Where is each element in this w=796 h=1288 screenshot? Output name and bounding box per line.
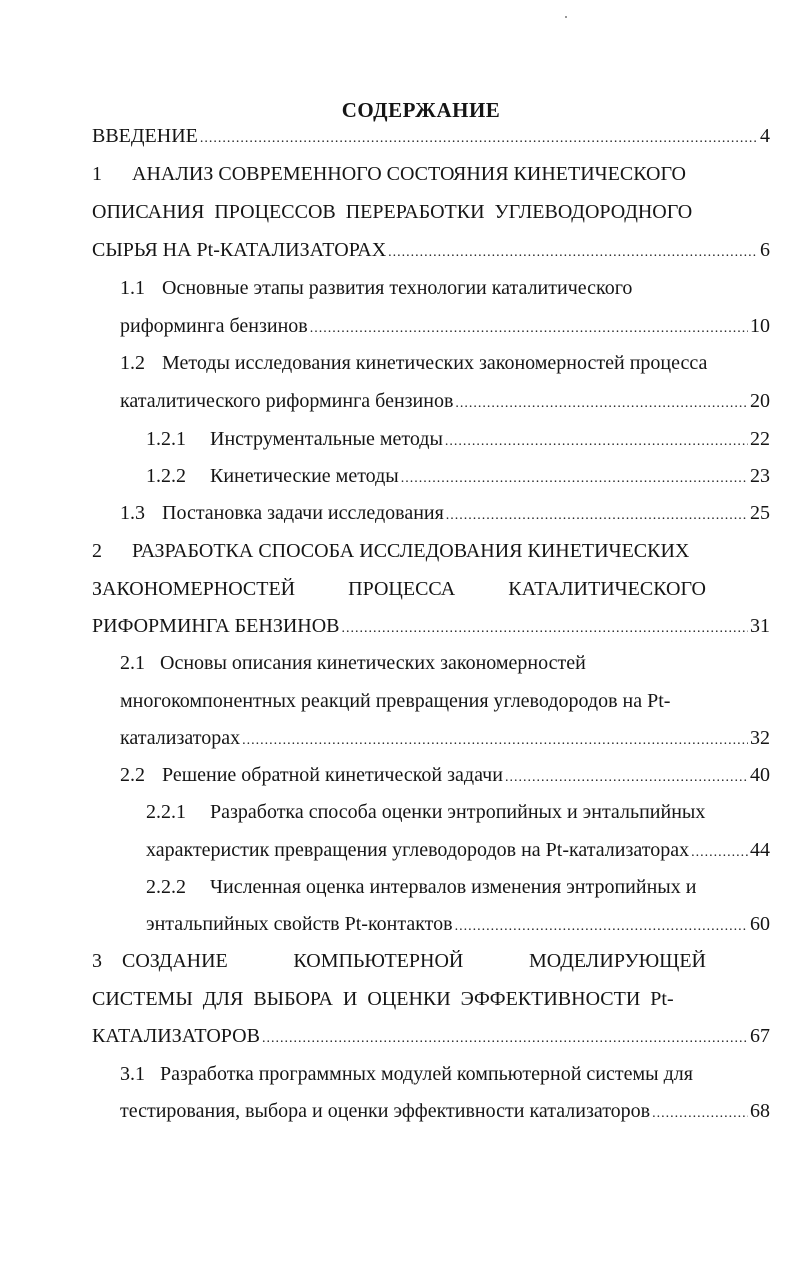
- toc-entry-1-line2: ОПИСАНИЯ ПРОЦЕССОВ ПЕРЕРАБОТКИ УГЛЕВОДОРОДНОГО: [92, 201, 693, 223]
- toc-page-number: 22: [750, 428, 770, 450]
- toc-entry-text: Разработка способа оценки энтропийных и энтальпийных: [210, 801, 706, 823]
- toc-entry-1-2-line1[interactable]: [120, 351, 707, 375]
- toc-entry-1-1-line1[interactable]: [120, 276, 632, 300]
- toc-word: СОЗДАНИЕ: [122, 950, 228, 972]
- toc-entry-text: энтальпийных свойств Pt-контактов: [146, 913, 453, 935]
- toc-entry-label: [120, 763, 503, 787]
- toc-entry-text: Разработка программных модулей компьютерной системы для: [160, 1063, 693, 1085]
- section-number: 1.2: [120, 352, 145, 374]
- toc-page-number: 68: [750, 1100, 770, 1122]
- dot-leader: [401, 467, 748, 491]
- toc-entry-text: Постановка задачи исследования: [162, 502, 444, 524]
- toc-entry-1-line3[interactable]: [92, 238, 770, 265]
- page-title: СОДЕРЖАНИЕ: [341, 98, 501, 122]
- toc-entry-text: СЫРЬЯ НА Pt-КАТАЛИЗАТОРАХ: [92, 239, 387, 261]
- toc-entry-1-line1[interactable]: [92, 162, 706, 186]
- toc-entry-text: РИФОРМИНГА БЕНЗИНОВ: [92, 615, 340, 637]
- dot-leader: [505, 766, 748, 790]
- section-number: 2.2.2: [146, 876, 186, 898]
- toc-entry-3-line3[interactable]: [92, 1024, 770, 1051]
- dot-leader: [342, 617, 748, 641]
- toc-entry-1-2-2[interactable]: [146, 464, 770, 491]
- toc-entry-3-1-line2[interactable]: [120, 1099, 770, 1126]
- section-number: 1: [92, 163, 102, 185]
- toc-entry-2-2[interactable]: [120, 763, 770, 790]
- scan-speck: [565, 16, 567, 18]
- toc-entry-text: характеристик превращения углеводородов на Pt-катализаторах: [146, 839, 690, 861]
- section-number: 2.2.1: [146, 801, 186, 823]
- toc-page-number: 25: [750, 502, 770, 524]
- dot-leader: [200, 127, 758, 151]
- toc-entry-label: [146, 427, 443, 451]
- dot-leader: [455, 915, 748, 939]
- dot-leader: [455, 392, 748, 416]
- section-number: 1.1: [120, 277, 145, 299]
- toc-page-number: 31: [750, 615, 770, 637]
- section-number: 3.1: [120, 1063, 145, 1085]
- toc-entry-2-2-2-line1[interactable]: [146, 875, 696, 899]
- toc-word: ПРОЦЕССА: [348, 578, 456, 600]
- dot-leader: [310, 317, 748, 341]
- toc-word: КАТАЛИТИЧЕСКОГО: [508, 578, 706, 600]
- toc-page-number: 20: [750, 390, 770, 412]
- toc-word: МОДЕЛИРУЮЩЕЙ: [528, 950, 706, 972]
- toc-entry-2-1-line2: многокомпонентных реакций превращения углеводородов на Pt-: [120, 690, 671, 712]
- dot-leader: [388, 241, 758, 265]
- toc-entry-label: [120, 501, 444, 525]
- toc-page-number: 44: [750, 839, 770, 861]
- dot-leader: [691, 841, 748, 865]
- toc-entry-2-line1[interactable]: [92, 539, 689, 563]
- dot-leader: [652, 1102, 748, 1126]
- toc-entry-intro[interactable]: [92, 124, 770, 151]
- section-number: 1.3: [120, 502, 145, 524]
- toc-entry-text: Решение обратной кинетической задачи: [162, 764, 503, 786]
- toc-entry-1-3[interactable]: [120, 501, 770, 528]
- toc-page-number: 4: [760, 125, 770, 147]
- toc-entry-text: КАТАЛИЗАТОРОВ: [92, 1025, 260, 1047]
- toc-entry-3-line2: СИСТЕМЫ ДЛЯ ВЫБОРА И ОЦЕНКИ ЭФФЕКТИВНОСТИ Pt-: [92, 988, 674, 1010]
- toc-entry-2-1-line1[interactable]: [120, 651, 586, 675]
- toc-page-number: 6: [760, 239, 770, 261]
- toc-entry-text: РАЗРАБОТКА СПОСОБА ИССЛЕДОВАНИЯ КИНЕТИЧЕСКИХ: [132, 540, 690, 562]
- section-number: 1.2.2: [146, 465, 186, 487]
- toc-entry-2-2-2-line2[interactable]: [146, 912, 770, 939]
- toc-entry-text: Инструментальные методы: [210, 428, 443, 450]
- toc-entry-text: риформинга бензинов: [120, 315, 308, 337]
- toc-word: КОМПЬЮТЕРНОЙ: [293, 950, 464, 972]
- toc-word: ЗАКОНОМЕРНОСТЕЙ: [92, 578, 296, 600]
- toc-entry-3-line1[interactable]: [92, 949, 706, 973]
- toc-entry-text: ВВЕДЕНИЕ: [92, 125, 198, 147]
- section-number: 3: [92, 950, 102, 972]
- toc-entry-text: Методы исследования кинетических закономерностей процесса: [162, 352, 708, 374]
- toc-entry-1-2-1[interactable]: [146, 427, 770, 454]
- toc-entry-2-2-1-line2[interactable]: [146, 838, 770, 865]
- dot-leader: [445, 430, 748, 454]
- dot-leader: [446, 504, 748, 528]
- toc-page-number: 40: [750, 764, 770, 786]
- toc-entry-1-2-line2[interactable]: [120, 389, 770, 416]
- toc-entry-text: катализаторах: [120, 727, 241, 749]
- toc-page-number: 60: [750, 913, 770, 935]
- toc-entry-2-1-line3[interactable]: [120, 726, 770, 753]
- section-number: 2.2: [120, 764, 145, 786]
- dot-leader: [242, 729, 748, 753]
- toc-page-number: 32: [750, 727, 770, 749]
- toc-entry-text: Кинетические методы: [210, 465, 399, 487]
- toc-entry-3-1-line1[interactable]: [120, 1062, 693, 1086]
- toc-entry-label: [146, 464, 399, 488]
- toc-page-number: 23: [750, 465, 770, 487]
- toc-page-number: 10: [750, 315, 770, 337]
- section-number: 2: [92, 540, 102, 562]
- toc-entry-2-line2: [92, 577, 706, 601]
- toc-entry-head: [92, 949, 228, 973]
- toc-entry-2-line3[interactable]: [92, 614, 770, 641]
- section-number: 1.2.1: [146, 428, 186, 450]
- toc-entry-text: АНАЛИЗ СОВРЕМЕННОГО СОСТОЯНИЯ КИНЕТИЧЕСКОГО: [132, 163, 687, 185]
- dot-leader: [262, 1027, 748, 1051]
- toc-entry-text: Численная оценка интервалов изменения энтропийных и: [210, 876, 697, 898]
- toc-entry-text: Основные этапы развития технологии каталитического: [162, 277, 633, 299]
- toc-page-number: 67: [750, 1025, 770, 1047]
- toc-entry-text: Основы описания кинетических закономерностей: [160, 652, 586, 674]
- toc-entry-2-2-1-line1[interactable]: [146, 800, 705, 824]
- toc-entry-text: каталитического риформинга бензинов: [120, 390, 454, 412]
- toc-entry-1-1-line2[interactable]: [120, 314, 770, 341]
- section-number: 2.1: [120, 652, 145, 674]
- toc-entry-text: тестирования, выбора и оценки эффективности катализаторов: [120, 1100, 651, 1122]
